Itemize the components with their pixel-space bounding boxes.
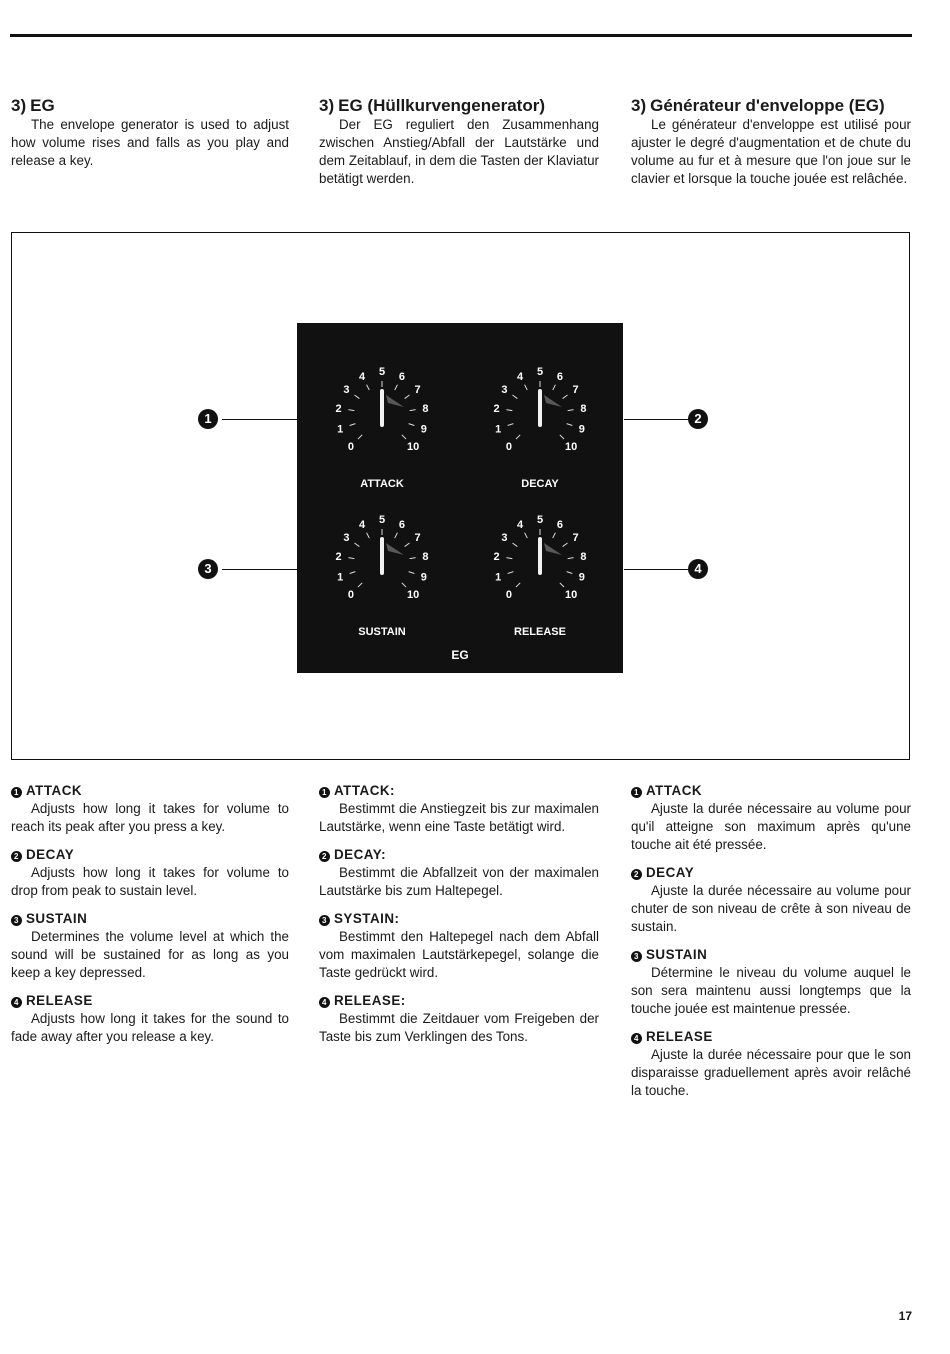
scale-tick xyxy=(506,410,512,411)
scale-label: 0 xyxy=(347,441,354,454)
knob-sheen xyxy=(544,395,562,407)
item-release-de: 4 RELEASE: Bestimmt die Zeitdauer vom Freigeben der Taste bis zum Verklingen des Tons. xyxy=(319,993,599,1044)
scale-tick xyxy=(367,385,370,390)
intro-text-fr: Le générateur d'enveloppe est utilisé pour ajuster le degré d'augmentation et de chute du volume au fur et à mesure que l'on joue sur le clavier et lorsque la touche jouée est relâchée. xyxy=(631,117,911,186)
scale-tick xyxy=(409,572,415,574)
item-attack-de: 1 ATTACK: Bestimmt die Anstiegzeit bis zur maximalen Lautstärke, wenn eine Taste betätigt wird. xyxy=(319,783,599,834)
scale-label: 4 xyxy=(516,518,524,531)
knob-sustain[interactable] xyxy=(335,514,428,638)
callout-4-line xyxy=(624,569,688,570)
eg-panel xyxy=(297,323,623,673)
scale-label: 1 xyxy=(495,571,502,584)
scale-tick xyxy=(402,583,406,587)
scale-tick xyxy=(348,410,354,411)
scale-tick xyxy=(354,543,359,547)
intro-text-en: The envelope generator is used to adjust how volume rises and falls as you play and release a key. xyxy=(11,117,289,168)
scale-tick xyxy=(568,558,574,559)
scale-label: 8 xyxy=(580,403,587,416)
scale-label: 7 xyxy=(572,532,579,545)
callout-3-line xyxy=(222,569,297,570)
knob-release[interactable] xyxy=(493,514,586,638)
knob-attack[interactable] xyxy=(335,366,428,490)
scale-label: 4 xyxy=(516,370,524,383)
page-number: 17 xyxy=(898,1309,912,1323)
scale-tick xyxy=(405,395,410,399)
scale-tick xyxy=(358,583,362,587)
scale-label: 3 xyxy=(343,532,350,545)
scale-label: 6 xyxy=(398,518,406,531)
scale-tick xyxy=(512,395,517,399)
scale-label: 8 xyxy=(422,551,429,564)
scale-label: 7 xyxy=(414,384,421,397)
intro-text-de: Der EG reguliert den Zusammenhang zwischen Anstieg/Abfall der Lautstärke und dem Zeitablauf, in dem die Tasten der Klaviatur betätigt werden. xyxy=(319,117,599,186)
callout-1: 1 xyxy=(198,409,218,429)
item-attack-en: 1 ATTACK Adjusts how long it takes for volume to reach its peak after you press a key. xyxy=(11,783,289,834)
knob-label: SUSTAIN xyxy=(358,626,406,638)
scale-tick xyxy=(516,583,520,587)
eg-panel-drawing xyxy=(297,323,623,673)
scale-label: 0 xyxy=(505,441,512,454)
scale-tick xyxy=(395,385,398,390)
callout-4: 4 xyxy=(688,559,708,579)
knob-decay[interactable] xyxy=(493,366,586,490)
scale-label: 9 xyxy=(578,423,585,436)
scale-label: 10 xyxy=(406,589,420,602)
item-decay-de: 2 DECAY: Bestimmt die Abfallzeit von der maximalen Lautstärke bis zum Haltepegel. xyxy=(319,847,599,898)
heading-fr: 3) Générateur d'enveloppe (EG) xyxy=(631,96,885,115)
scale-label: 6 xyxy=(556,518,564,531)
scale-tick xyxy=(354,395,359,399)
scale-tick xyxy=(409,424,415,426)
scale-label: 8 xyxy=(580,551,587,564)
scale-tick xyxy=(348,558,354,559)
items-en xyxy=(11,782,289,1056)
callout-3: 3 xyxy=(198,559,218,579)
scale-tick xyxy=(525,533,528,538)
knob-sheen xyxy=(386,395,404,407)
heading-en: 3) EG xyxy=(11,96,55,115)
intro-fr xyxy=(631,97,911,188)
scale-label: 7 xyxy=(572,384,579,397)
scale-label: 3 xyxy=(501,384,508,397)
scale-tick xyxy=(563,395,568,399)
scale-tick xyxy=(567,424,573,426)
scale-label: 5 xyxy=(378,366,386,378)
callout-1-line xyxy=(222,419,297,420)
scale-label: 4 xyxy=(358,370,366,383)
scale-tick xyxy=(395,533,398,538)
callout-2: 2 xyxy=(688,409,708,429)
scale-label: 9 xyxy=(420,571,427,584)
knob-label: ATTACK xyxy=(360,478,404,490)
intro-de xyxy=(319,97,599,188)
items-fr xyxy=(631,782,911,1110)
knob-label: RELEASE xyxy=(514,626,566,638)
scale-label: 1 xyxy=(337,571,344,584)
scale-tick xyxy=(350,572,356,574)
scale-label: 10 xyxy=(564,441,578,454)
scale-label: 4 xyxy=(358,518,366,531)
scale-label: 1 xyxy=(495,423,502,436)
callout-2-line xyxy=(624,419,688,420)
scale-tick xyxy=(508,572,514,574)
scale-tick xyxy=(405,543,410,547)
item-attack-fr: 1 ATTACK Ajuste la durée nécessaire au volume pour qu'il atteigne son maximum après qu'une touche ait été pressée. xyxy=(631,783,911,852)
scale-label: 5 xyxy=(378,514,386,526)
knob-sheen xyxy=(386,543,404,555)
scale-tick xyxy=(402,435,406,439)
top-rule xyxy=(10,34,912,37)
scale-tick xyxy=(516,435,520,439)
scale-tick xyxy=(567,572,573,574)
scale-label: 9 xyxy=(578,571,585,584)
item-decay-en: 2 DECAY Adjusts how long it takes for volume to drop from peak to sustain level. xyxy=(11,847,289,898)
scale-label: 8 xyxy=(422,403,429,416)
panel-label: EG xyxy=(451,648,469,662)
scale-tick xyxy=(512,543,517,547)
scale-tick xyxy=(525,385,528,390)
scale-label: 2 xyxy=(335,403,342,416)
knob-label: DECAY xyxy=(521,478,559,490)
scale-label: 0 xyxy=(505,589,512,602)
item-sustain-de: 3 SYSTAIN: Bestimmt den Haltepegel nach dem Abfall vom maximalen Lautstärkepegel, solange die Taste gedrückt wird. xyxy=(319,911,599,980)
scale-tick xyxy=(410,558,416,559)
eg-figure xyxy=(11,232,910,760)
scale-tick xyxy=(367,533,370,538)
item-sustain-fr: 3 SUSTAIN Détermine le niveau du volume auquel le son sera maintenu aussi longtemps que la touche jouée est maintenue pressée. xyxy=(631,947,911,1016)
scale-label: 1 xyxy=(337,423,344,436)
scale-tick xyxy=(568,410,574,411)
scale-label: 10 xyxy=(564,589,578,602)
scale-tick xyxy=(410,410,416,411)
scale-label: 3 xyxy=(343,384,350,397)
scale-label: 3 xyxy=(501,532,508,545)
scale-tick xyxy=(506,558,512,559)
item-sustain-en: 3 SUSTAIN Determines the volume level at which the sound will be sustained for as long as you keep a key depressed. xyxy=(11,911,289,980)
items-de xyxy=(319,782,599,1056)
scale-label: 2 xyxy=(493,403,500,416)
scale-tick xyxy=(350,424,356,426)
scale-label: 10 xyxy=(406,441,420,454)
scale-tick xyxy=(553,385,556,390)
scale-label: 7 xyxy=(414,532,421,545)
intro-en xyxy=(11,97,289,170)
scale-tick xyxy=(560,435,564,439)
scale-label: 6 xyxy=(556,370,564,383)
scale-label: 9 xyxy=(420,423,427,436)
item-release-fr: 4 RELEASE Ajuste la durée nécessaire pour que le son disparaisse graduellement après avoir relâché la touche. xyxy=(631,1029,911,1098)
item-release-en: 4 RELEASE Adjusts how long it takes for the sound to fade away after you release a key. xyxy=(11,993,289,1044)
scale-label: 5 xyxy=(536,366,544,378)
scale-tick xyxy=(508,424,514,426)
scale-label: 2 xyxy=(335,551,342,564)
scale-tick xyxy=(560,583,564,587)
scale-label: 2 xyxy=(493,551,500,564)
knob-sheen xyxy=(544,543,562,555)
scale-tick xyxy=(358,435,362,439)
item-decay-fr: 2 DECAY Ajuste la durée nécessaire au volume pour chuter de son niveau de crête à son niveau de sustain. xyxy=(631,865,911,934)
scale-label: 0 xyxy=(347,589,354,602)
scale-tick xyxy=(563,543,568,547)
heading-de: 3) EG (Hüllkurvengenerator) xyxy=(319,96,545,115)
scale-tick xyxy=(553,533,556,538)
scale-label: 5 xyxy=(536,514,544,526)
scale-label: 6 xyxy=(398,370,406,383)
